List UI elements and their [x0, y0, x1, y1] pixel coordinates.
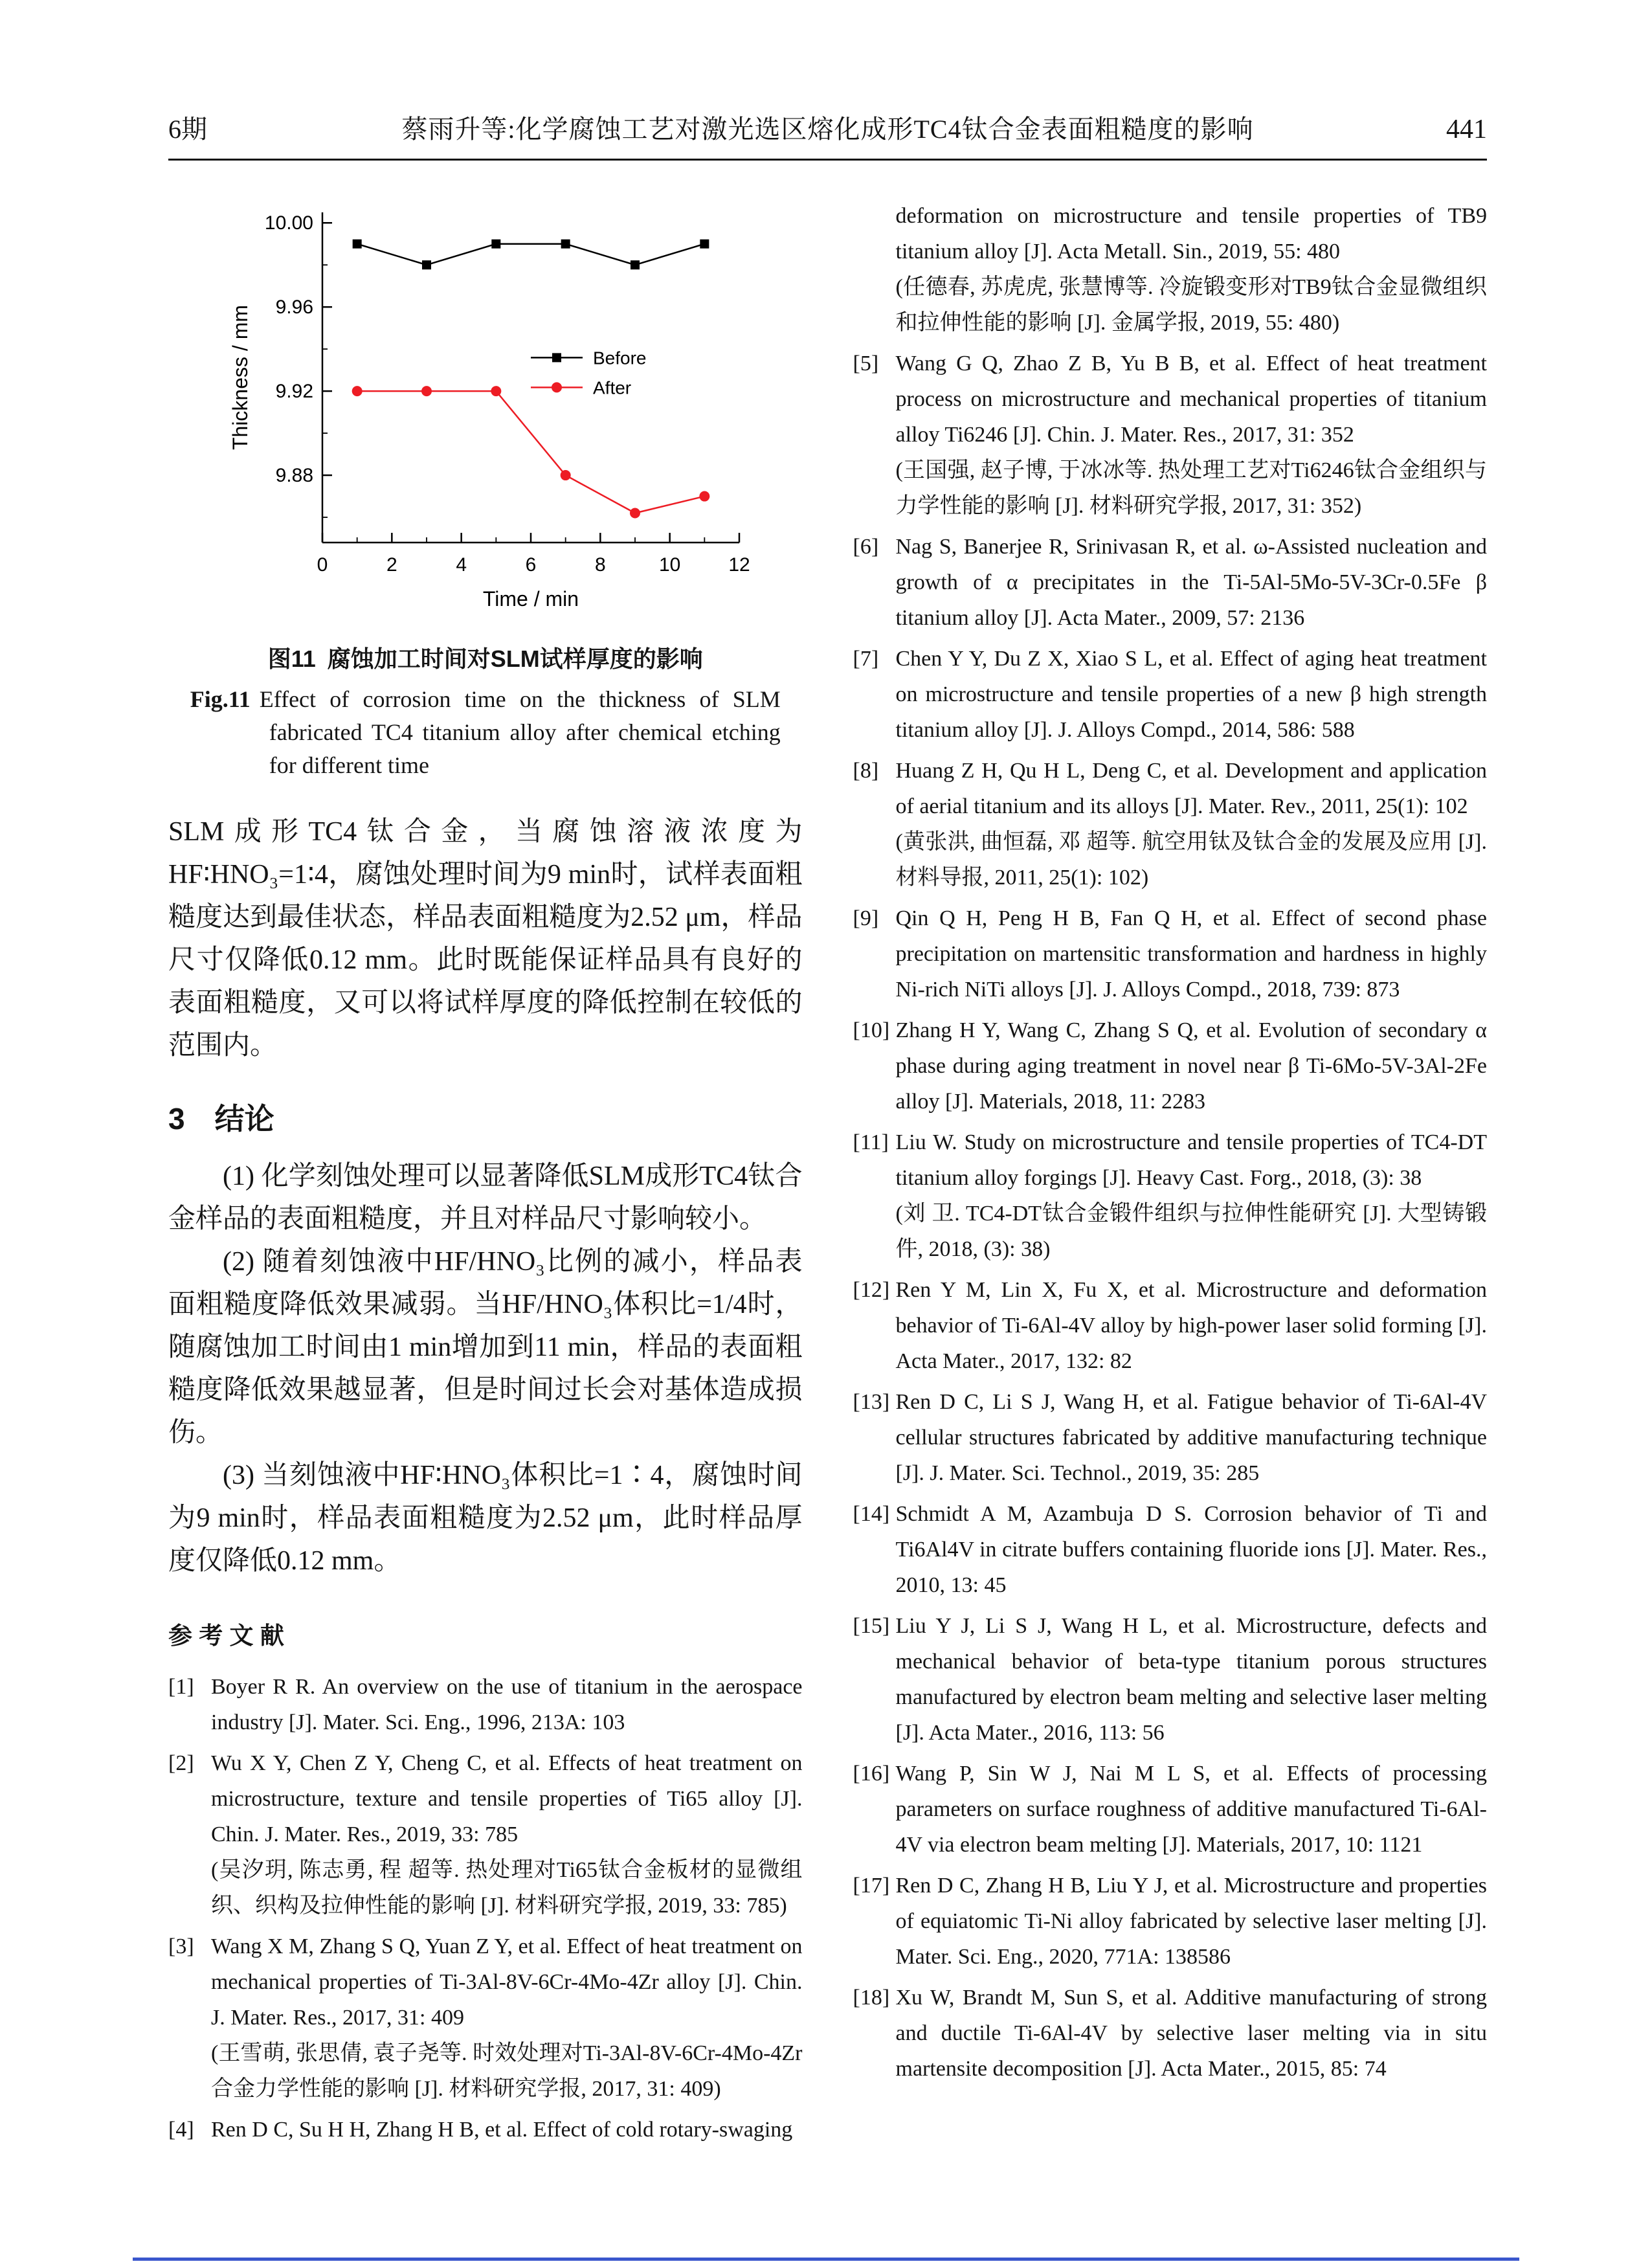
reference-continuation — [853, 198, 1488, 341]
body-paragraph: SLM成形TC4钛合金，当腐蚀溶液浓度为HF∶HNO₃=1∶4，腐蚀处理时间为9 min时，试样表面粗糙度达到最佳状态，样品表面粗糙度为2.52 μm，样品尺寸仅降低0.12 mm。此时既能保证样品具有良好的表面粗糙度，又可以将试样厚度的降低控制在较低的范围内。 — [168, 817, 803, 1061]
reference-number: [13] — [853, 1390, 890, 1414]
series-before — [352, 240, 709, 269]
reference-number: [16] — [853, 1762, 890, 1786]
figure-label-zh: 图11 — [267, 645, 316, 672]
reference-item — [853, 1013, 1488, 1119]
reference-text-en: Zhang H Y, Wang C, Zhang S Q, et al. Evolution of secondary α phase during aging treatment in novel near β Ti-6Mo-5V-3Al-2Fe alloy [J]. Materials, 2018, 11: 2283 — [895, 1018, 1487, 1114]
reference-text-en: Chen Y Y, Du Z X, Xiao S L, et al. Effect of aging heat treatment on microstructure and tensile properties of a new β high strength titanium alloy [J]. J. Alloys Compd., 2014, 586: 588 — [895, 647, 1487, 742]
x-axis-label: Time / min — [482, 587, 579, 611]
reference-number: [18] — [853, 1986, 890, 2010]
svg-text:After: After — [592, 377, 631, 398]
reference-item — [853, 1868, 1488, 1975]
reference-item — [853, 529, 1488, 636]
reference-text-en: Wang X M, Zhang S Q, Yuan Z Y, et al. Effect of heat treatment on mechanical properties of Ti-3Al-8V-6Cr-4Mo-4Zr alloy [J]. Chin. J. Mater. Res., 2017, 31: 409 — [211, 1934, 803, 2030]
figure-caption-en — [190, 683, 781, 782]
reference-text-en: Ren D C, Zhang H B, Liu Y J, et al. Microstructure and properties of equiatomic Ti-Ni alloy fabricated by selective laser melting [J]. Mater. Sci. Eng., 2020, 771A: 138586 — [895, 1874, 1487, 1969]
running-title: 蔡雨升等:化学腐蚀工艺对激光选区熔化成形TC4钛合金表面粗糙度的影响 — [401, 115, 1254, 144]
reference-number: [11] — [853, 1130, 889, 1154]
reference-number: [10] — [853, 1018, 890, 1042]
footer-rule — [133, 2258, 1519, 2261]
figure-caption — [168, 641, 803, 782]
page-header — [168, 109, 1487, 146]
reference-text-en: Boyer R R. An overview on the use of titanium in the aerospace industry [J]. Mater. Sci. Eng., 1996, 213A: 103 — [211, 1675, 803, 1735]
svg-text:9.96: 9.96 — [275, 297, 313, 319]
reference-item — [168, 1745, 803, 1923]
figure-caption-en-text: Effect of corrosion time on the thickness of SLM fabricated TC4 titanium alloy after chemical etching for different time — [259, 686, 781, 779]
chart-legend — [531, 348, 647, 398]
issue-label: 6期 — [168, 115, 207, 144]
svg-text:6: 6 — [525, 554, 537, 576]
reference-item — [853, 1608, 1488, 1751]
figure-label-en: Fig.11 — [190, 686, 251, 712]
reference-text-zh: (王雪萌, 张思倩, 袁子尧等. 时效处理对Ti-3Al-8V-6Cr-4Mo-4Zr合金力学性能的影响 [J]. 材料研究学报, 2017, 31: 409) — [211, 2041, 803, 2101]
svg-text:10: 10 — [658, 554, 681, 576]
reference-number: [14] — [853, 1502, 890, 1526]
reference-number: [3] — [168, 1934, 194, 1959]
references-right — [853, 346, 1488, 2087]
reference-text-en: Qin Q H, Peng H B, Fan Q H, et al. Effect of second phase precipitation on martensitic transformation and hardness in highly Ni-rich NiTi alloys [J]. J. Alloys Compd., 2018, 739: 873 — [895, 906, 1487, 1002]
reference-text-en: Ren D C, Li S J, Wang H, et al. Fatigue behavior of Ti-6Al-4V cellular structures fabricated by additive manufacturing technique [J]. J. Mater. Sci. Technol., 2019, 35: 285 — [895, 1390, 1487, 1485]
reference-item — [853, 1272, 1488, 1379]
conclusion-paragraph-3: (3) 当刻蚀液中HF∶HNO₃体积比=1∶4，腐蚀时间为9 min时，样品表面粗糙度为2.52 μm，此时样品厚度仅降低0.12 mm。 — [168, 1461, 803, 1576]
svg-text:9.88: 9.88 — [275, 465, 313, 487]
reference-number: [15] — [853, 1614, 890, 1638]
reference-item — [853, 1384, 1488, 1491]
svg-text:10.00: 10.00 — [264, 212, 313, 234]
reference-number: [12] — [853, 1278, 890, 1302]
figure-11 — [168, 198, 803, 782]
header-rule — [168, 159, 1487, 161]
svg-text:9.92: 9.92 — [275, 381, 313, 403]
reference-text-en: Schmidt A M, Azambuja D S. Corrosion behavior of Ti and Ti6Al4V in citrate buffers containing fluoride ions [J]. Mater. Res., 2010, 13: 45 — [895, 1502, 1487, 1597]
figure-caption-zh — [168, 641, 803, 674]
svg-text:2: 2 — [386, 554, 397, 576]
figure-caption-zh-text: 腐蚀加工时间对SLM试样厚度的影响 — [327, 645, 703, 672]
reference-text-en: Liu Y J, Li S J, Wang H L, et al. Microstructure, defects and mechanical behavior of beta-type titanium porous structures manufactured by electron beam melting and selective laser melting [J]. Acta Mater., 2016, 113: 56 — [895, 1614, 1487, 1745]
svg-text:0: 0 — [317, 554, 328, 576]
reference-number: [5] — [853, 352, 879, 375]
line-chart — [214, 198, 757, 625]
reference-text-en: Xu W, Brandt M, Sun S, et al. Additive manufacturing of strong and ductile Ti-6Al-4V by selective laser melting via in situ martensite decomposition [J]. Acta Mater., 2015, 85: 74 — [895, 1986, 1487, 2081]
chart-axes — [229, 212, 750, 611]
svg-text:Before: Before — [592, 348, 647, 368]
thickness-chart-svg — [214, 198, 757, 625]
reference-item — [853, 1756, 1488, 1863]
reference-text-en: Huang Z H, Qu H L, Deng C, et al. Development and application of aerial titanium and its alloys [J]. Mater. Rev., 2011, 25(1): 102 — [895, 759, 1487, 818]
reference-item — [853, 1980, 1488, 2087]
reference-text-zh: (吴汐玥, 陈志勇, 程 超等. 热处理对Ti65钛合金板材的显微组织、织构及拉伸性能的影响 [J]. 材料研究学报, 2019, 33: 785) — [211, 1858, 803, 1918]
reference-number: [7] — [853, 647, 879, 671]
references-left — [168, 1669, 803, 2147]
reference-item — [853, 641, 1488, 748]
reference-text-zh: (王国强, 赵子博, 于冰冰等. 热处理工艺对Ti6246钛合金组织与力学性能的影响 [J]. 材料研究学报, 2017, 31: 352) — [895, 458, 1487, 518]
reference-item — [853, 1496, 1488, 1603]
reference-number: [4] — [168, 2118, 194, 2142]
reference-text-en: Ren Y M, Lin X, Fu X, et al. Microstructure and deformation behavior of Ti-6Al-4V alloy by high-power laser solid forming [J]. Acta Mater., 2017, 132: 82 — [895, 1278, 1487, 1373]
reference-item — [853, 346, 1488, 524]
svg-text:4: 4 — [456, 554, 467, 576]
conclusion-paragraph-2: (2) 随着刻蚀液中HF/HNO₃比例的减小，样品表面粗糙度降低效果减弱。当HF/HNO₃体积比=1/4时，随腐蚀加工时间由1 min增加到11 min，样品的表面粗糙度降低效果越显著，但是时间过长会对基体造成损伤。 — [168, 1247, 803, 1448]
reference-number: [17] — [853, 1874, 890, 1898]
reference-text-en: Wang P, Sin W J, Nai M L S, et al. Effects of processing parameters on surface roughness of additive manufactured Ti-6Al-4V via electron beam melting [J]. Materials, 2017, 10: 1121 — [895, 1762, 1487, 1857]
svg-text:12: 12 — [728, 554, 750, 576]
reference-text-en: Liu W. Study on microstructure and tensile properties of TC4-DT titanium alloy forgings [J]. Heavy Cast. Forg., 2018, (3): 38 — [895, 1130, 1487, 1190]
reference-text-zh: (任德春, 苏虎虎, 张慧博等. 冷旋锻变形对TB9钛合金显微组织和拉伸性能的影响 [J]. 金属学报, 2019, 55: 480) — [895, 275, 1487, 335]
reference-item — [853, 901, 1488, 1007]
reference-text-zh: (黄张洪, 曲恒磊, 邓 超等. 航空用钛及钛合金的发展及应用 [J]. 材料导报, 2011, 25(1): 102) — [895, 830, 1487, 890]
reference-text-en: Wu X Y, Chen Z Y, Cheng C, et al. Effects of heat treatment on microstructure, texture and tensile properties of Ti65 alloy [J]. Chin. J. Mater. Res., 2019, 33: 785 — [211, 1751, 803, 1847]
reference-item — [853, 1125, 1488, 1267]
conclusion-paragraph-1: (1) 化学刻蚀处理可以显著降低SLM成形TC4钛合金样品的表面粗糙度，并且对样品尺寸影响较小。 — [168, 1161, 803, 1235]
reference-text-zh: (刘 卫. TC4-DT钛合金锻件组织与拉伸性能研究 [J]. 大型铸锻件, 2018, (3): 38) — [895, 1202, 1487, 1261]
reference-text-en: Wang G Q, Zhao Z B, Yu B B, et al. Effect of heat treatment process on microstructure and mechanical properties of titanium alloy Ti6246 [J]. Chin. J. Mater. Res., 2017, 31: 352 — [895, 352, 1487, 447]
series-after — [352, 386, 709, 518]
two-column-layout — [168, 198, 1487, 2153]
left-column — [168, 198, 803, 2153]
reference-number: [6] — [853, 535, 879, 559]
reference-number: [2] — [168, 1751, 194, 1776]
reference-number: [8] — [853, 759, 879, 783]
reference-item — [168, 2112, 803, 2147]
right-column — [853, 198, 1488, 2153]
reference-item — [168, 1929, 803, 2107]
references-heading: 参 考 文 献 — [168, 1622, 284, 1650]
reference-item — [168, 1669, 803, 1740]
reference-text-en: deformation on microstructure and tensile properties of TB9 titanium alloy [J]. Acta Metall. Sin., 2019, 55: 480 — [895, 204, 1487, 263]
y-axis-label: Thickness / mm — [228, 304, 252, 451]
reference-item — [853, 753, 1488, 895]
reference-number: [1] — [168, 1675, 194, 1699]
reference-number: [9] — [853, 906, 879, 930]
svg-text:8: 8 — [594, 554, 606, 576]
page-number: 441 — [1446, 115, 1487, 144]
reference-text-en: Ren D C, Su H H, Zhang H B, et al. Effect of cold rotary-swaging — [211, 2118, 793, 2142]
reference-text-en: Nag S, Banerjee R, Srinivasan R, et al. ω-Assisted nucleation and growth of α precipitates in the Ti-5Al-5Mo-5V-3Cr-0.5Fe β titanium alloy [J]. Acta Mater., 2009, 57: 2136 — [895, 535, 1487, 630]
section-heading-conclusions: 3 结论 — [168, 1102, 274, 1136]
